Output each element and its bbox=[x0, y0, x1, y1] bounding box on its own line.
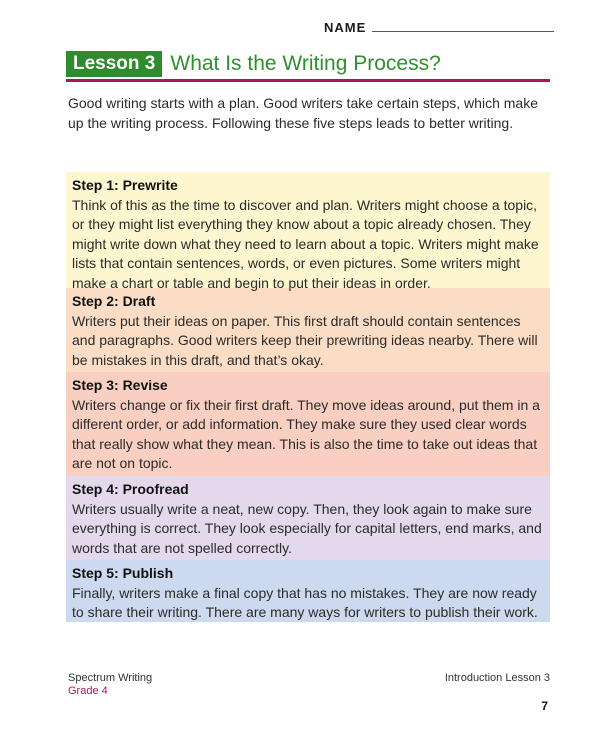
intro-paragraph: Good writing starts with a plan. Good writers take certain steps, which make up the writing process. Following these five steps leads to better writing. bbox=[68, 95, 538, 131]
step-prewrite bbox=[66, 172, 550, 291]
footer-grade: Grade 4 bbox=[68, 685, 108, 697]
step-text: Writers change or fix their first draft. They move ideas around, put them in a different order, or add information. They make sure they used clear words that really show what they mean. This is also the time to take out ideas that are not on topic. bbox=[72, 396, 540, 471]
steps-list bbox=[66, 172, 550, 622]
footer-book-title: Spectrum Writing bbox=[68, 672, 153, 684]
name-label: NAME bbox=[324, 20, 367, 35]
step-text: Writers usually write a neat, new copy. Then, they look again to make sure everything is correct. They look especially for capital letters, end marks, and words that are not spelled correctly. bbox=[72, 500, 542, 556]
lesson-badge: Lesson 3 bbox=[66, 51, 162, 77]
step-text: Think of this as the time to discover and plan. Writers might choose a topic, or they might list everything they know about a topic already chosen. They might write down what they need to learn about a topic. Writers might make lists that contain sentences, words, or even pictures. Some writers might make a chart or table and begin to put their ideas in order. bbox=[72, 196, 539, 291]
step-text: Finally, writers make a final copy that has no mistakes. They are now ready to share their writing. There are many ways for writers to publish their work. bbox=[72, 584, 538, 620]
name-field bbox=[324, 20, 554, 35]
step-text: Writers put their ideas on paper. This first draft should contain sentences and paragraphs. Good writers keep their prewriting ideas nearby. There will be mistakes in this draft, and that’s okay. bbox=[72, 312, 538, 368]
header-rule bbox=[66, 79, 550, 82]
page-number: 7 bbox=[541, 699, 548, 713]
step-publish bbox=[66, 560, 550, 622]
step-heading: Step 3: Revise bbox=[72, 377, 168, 393]
step-heading: Step 2: Draft bbox=[72, 293, 156, 309]
step-heading: Step 1: Prewrite bbox=[72, 177, 178, 193]
lesson-title: What Is the Writing Process? bbox=[170, 52, 441, 75]
step-draft bbox=[66, 288, 550, 372]
footer-section: Introduction Lesson 3 bbox=[444, 672, 550, 684]
footer-book-info bbox=[68, 672, 152, 698]
name-line bbox=[372, 31, 554, 32]
lesson-header bbox=[66, 48, 550, 80]
step-proofread bbox=[66, 476, 550, 560]
step-heading: Step 4: Proofread bbox=[72, 481, 189, 497]
step-heading: Step 5: Publish bbox=[72, 565, 174, 581]
step-revise bbox=[66, 372, 550, 476]
